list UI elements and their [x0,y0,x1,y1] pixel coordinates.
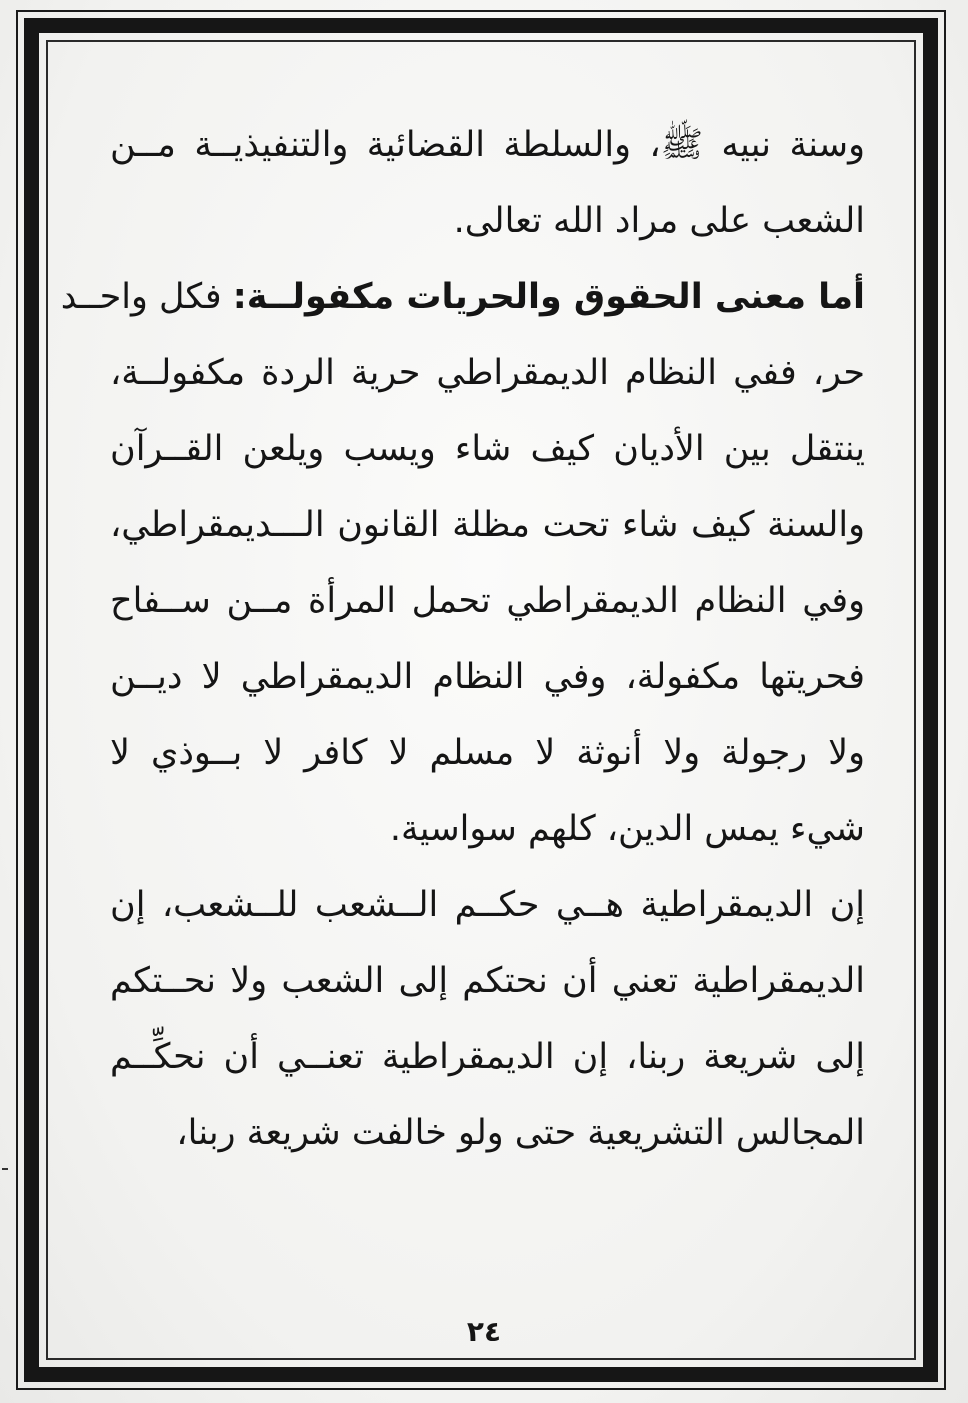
text-line-6: والسنة كيف شاء تحت مظلة القانون الـــديمقراطي، [110,505,865,545]
text-line-4: حر، ففي النظام الديمقراطي حرية الردة مكفولــة، [110,353,865,393]
text-line-12: الديمقراطية تعني أن نحتكم إلى الشعب ولا نحــتكم [110,961,865,1001]
section-heading: أما معنى الحقوق والحريات مكفولــة: [232,277,865,317]
text-line-14: المجالس التشريعية حتى ولو خالفت شريعة ربنا، [176,1113,865,1153]
text-line-11: إن الديمقراطية هــي حكــم الــشعب للــشعب، إن [110,885,865,925]
text-line-5: ينتقل بين الأديان كيف شاء ويسب ويلعن القــرآن [110,429,865,469]
text-line-3-rest: فكل واحــد [60,277,222,317]
text-line-9: ولا رجولة ولا أنوثة لا مسلم لا كافر لا بــوذي لا [110,733,865,773]
body-text [60,110,865,1260]
text-line-13: إلى شريعة ربنا، إن الديمقراطية تعنــي أن نحكِّــم [110,1037,865,1077]
text-line-2: الشعب على مراد الله تعالى. [453,201,865,241]
text-line-3 [60,262,865,332]
page-number: ٢٤ [466,1315,502,1348]
text-line-10: شيء يمس الدين، كلهم سواسية. [389,809,865,849]
scan-edge-mark [2,1168,8,1170]
text-line-8: فحريتها مكفولة، وفي النظام الديمقراطي لا ديــن [110,657,865,697]
text-line-7: وفي النظام الديمقراطي تحمل المرأة مــن ســفاح [110,581,865,621]
text-line-1: وسنة نبيه ﷺ، والسلطة القضائية والتنفيذيــة مــن [110,125,865,165]
